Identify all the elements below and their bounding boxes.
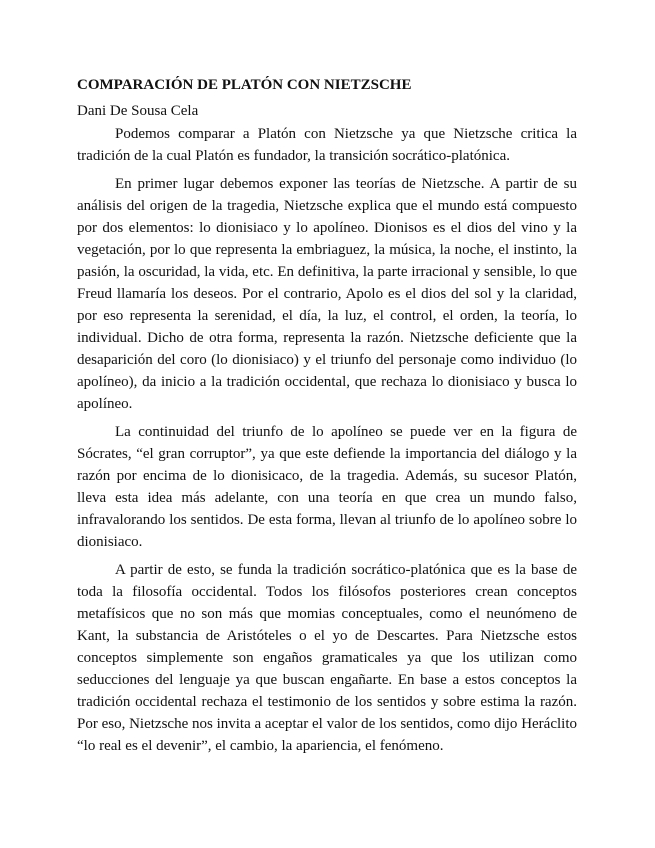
document-author: Dani De Sousa Cela [77,103,199,119]
document-body [77,74,577,763]
paragraph-nietzsche-theories: En primer lugar debemos exponer las teorías de Nietzsche. A partir de su análisis del origen de la tragedia, Nietzsche explica que el mundo está compuesto por dos elementos: lo dionisiaco y lo apolíneo. Dionisos es el dios del vino y la vegetación, por lo que representa la embriaguez, la música, la noche, el instinto, la pasión, la oscuridad, la vida, etc. En definitiva, la parte irracional y sensible, lo que Freud llamaría los deseos. Por el contrario, Apolo es el dios del sol y la claridad, por eso representa la serenidad, el día, la luz, el control, el orden, la teoría, lo individual. Dicho de otra forma, representa la razón. Nietzsche deficiente que la desaparición del coro (lo dionisiaco) y el triunfo del personaje como individuo (lo apolíneo), da inicio a la tradición occidental, que rechaza lo dionisiaco y busca lo apolíneo. [77,176,577,412]
paragraph-socrates-plato: La continuidad del triunfo de lo apolíneo se puede ver en la figura de Sócrates, “el gran corruptor”, ya que este defiende la importancia del diálogo y la razón por encima de lo dionisicaco, de la tragedia. Además, su sucesor Platón, lleva esta idea más adelante, con una teoría en que crea un mundo falso, infravalorando los sentidos. De esta forma, llevan al triunfo de lo apolíneo sobre lo dionisiaco. [77,424,577,550]
paragraph-intro: Podemos comparar a Platón con Nietzsche ya que Nietzsche critica la tradición de la cual Platón es fundador, la transición socrático-platónica. [77,126,577,164]
paragraph-socratic-platonic-tradition: A partir de esto, se funda la tradición socrático-platónica que es la base de toda la filosofía occidental. Todos los filósofos posteriores crean conceptos metafísicos que no son más que momias conceptuales, como el neunómeno de Kant, la substancia de Aristóteles o el yo de Descartes. Para Nietzsche estos conceptos simplemente son engaños gramaticales ya que los utilizan como seducciones del lenguaje ya que buscan engañarte. En base a estos conceptos la tradición occidental rechaza el testimonio de los sentidos y sobre estima la razón. Por eso, Nietzsche nos invita a aceptar el valor de los sentidos, como dijo Heráclito “lo real es el devenir”, el cambio, la apariencia, el fenómeno. [77,562,577,754]
document-title: COMPARACIÓN DE PLATÓN CON NIETZSCHE [77,77,412,93]
